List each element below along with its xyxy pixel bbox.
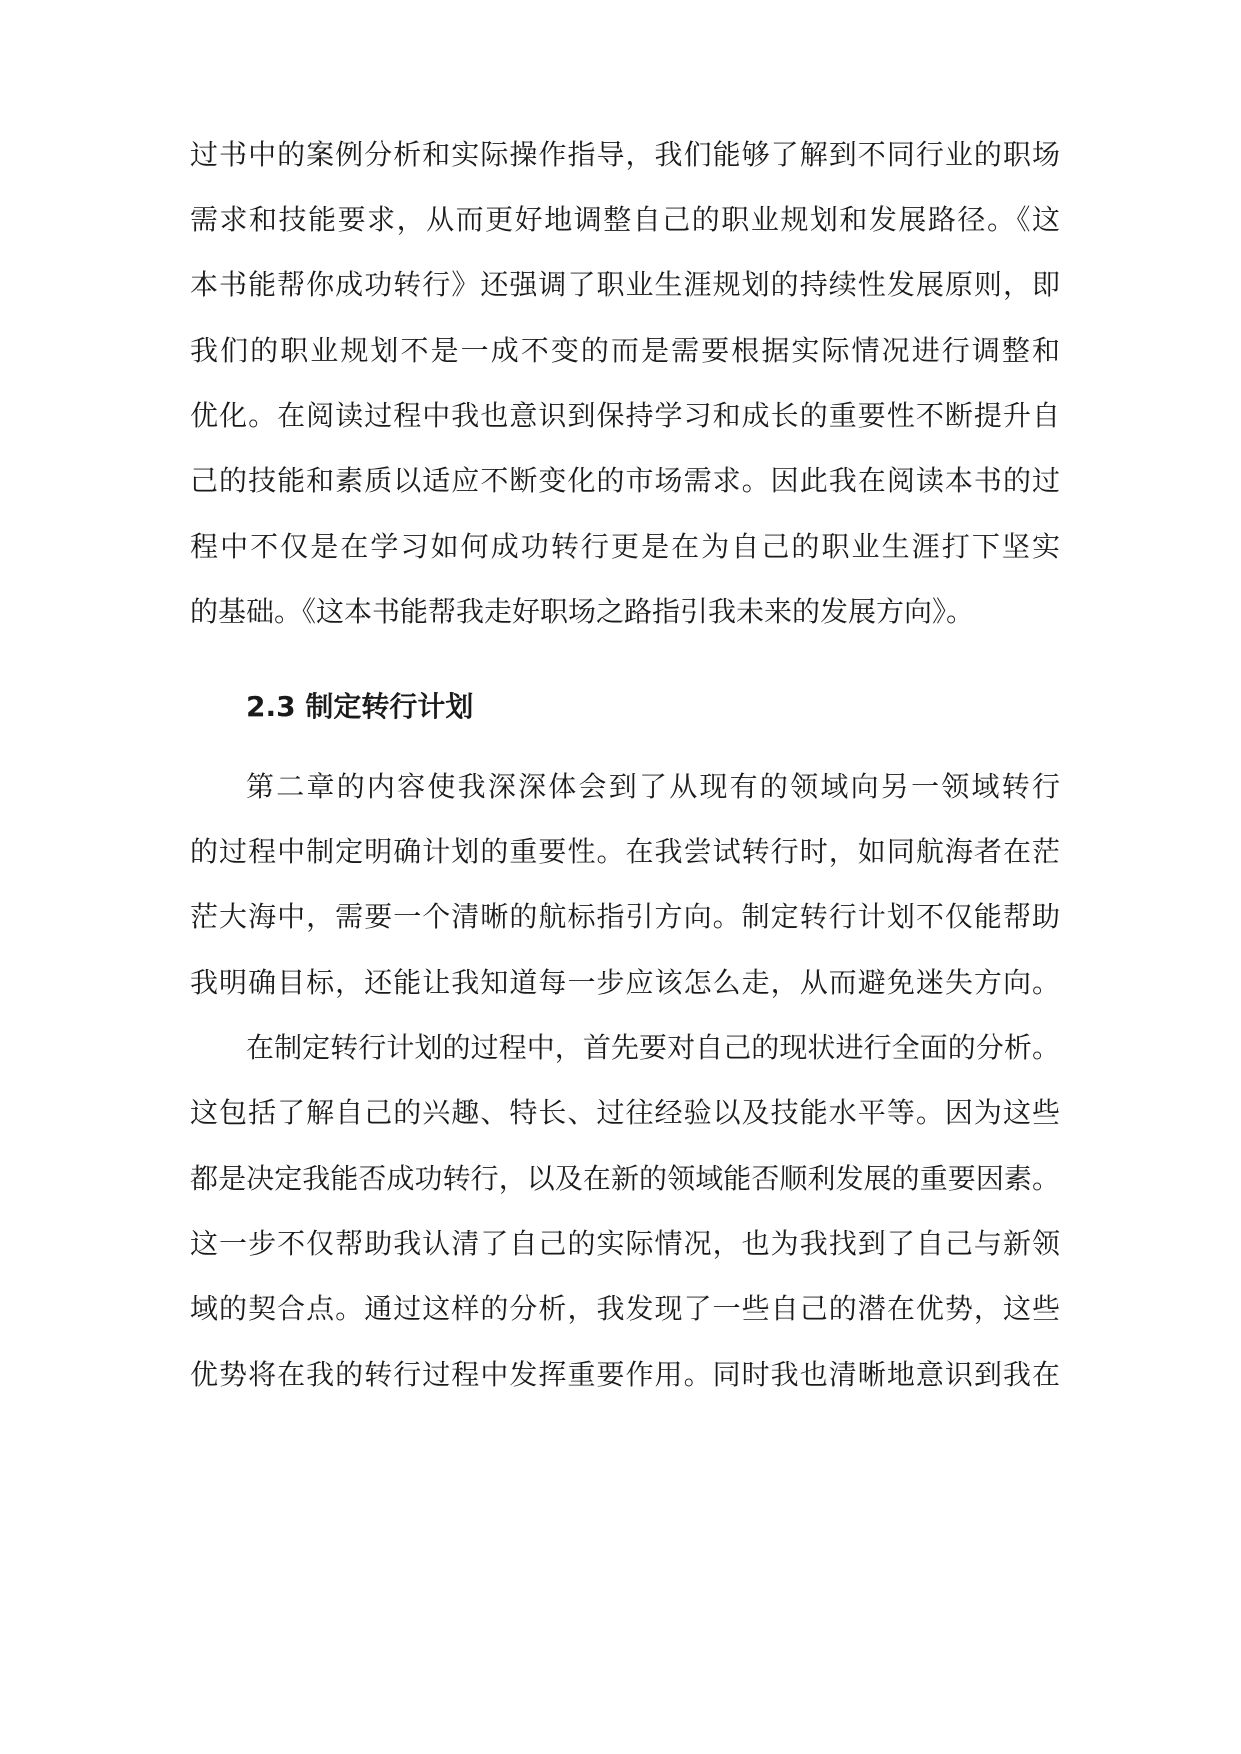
- paragraph-line: 域的契合点。通过这样的分析，我发现了一些自己的潜在优势，这些: [190, 1292, 1060, 1325]
- paragraph-line: 己的技能和素质以适应不断变化的市场需求。因此我在阅读本书的过: [190, 464, 1060, 497]
- paragraph-line: 这包括了解自己的兴趣、特长、过往经验以及技能水平等。因为这些: [190, 1096, 1060, 1129]
- section-heading: 2.3 制定转行计划: [246, 690, 474, 723]
- paragraph-line: 都是决定我能否成功转行，以及在新的领域能否顺利发展的重要因素。: [190, 1162, 1060, 1195]
- paragraph-line: 过书中的案例分析和实际操作指导，我们能够了解到不同行业的职场: [190, 138, 1060, 171]
- paragraph-line: 程中不仅是在学习如何成功转行更是在为自己的职业生涯打下坚实: [190, 530, 1060, 563]
- paragraph-line: 优势将在我的转行过程中发挥重要作用。同时我也清晰地意识到我在: [190, 1358, 1060, 1391]
- paragraph-line: 的过程中制定明确计划的重要性。在我尝试转行时，如同航海者在茫: [190, 835, 1060, 868]
- paragraph-line: 我明确目标，还能让我知道每一步应该怎么走，从而避免迷失方向。: [190, 966, 1060, 999]
- paragraph-line: 第二章的内容使我深深体会到了从现有的领域向另一领域转行: [246, 770, 1060, 803]
- paragraph-line: 这一步不仅帮助我认清了自己的实际情况，也为我找到了自己与新领: [190, 1227, 1060, 1260]
- paragraph-line: 优化。在阅读过程中我也意识到保持学习和成长的重要性不断提升自: [190, 399, 1060, 432]
- paragraph-line: 我们的职业规划不是一成不变的而是需要根据实际情况进行调整和: [190, 334, 1060, 367]
- paragraph-line: 本书能帮你成功转行》还强调了职业生涯规划的持续性发展原则，即: [190, 268, 1060, 301]
- paragraph-line: 在制定转行计划的过程中，首先要对自己的现状进行全面的分析。: [246, 1031, 1060, 1064]
- paragraph-line: 茫大海中，需要一个清晰的航标指引方向。制定转行计划不仅能帮助: [190, 900, 1060, 933]
- paragraph-line: 的基础。《这本书能帮我走好职场之路指引我未来的发展方向》。: [190, 595, 975, 628]
- paragraph-line: 需求和技能要求，从而更好地调整自己的职业规划和发展路径。《这: [190, 203, 1060, 236]
